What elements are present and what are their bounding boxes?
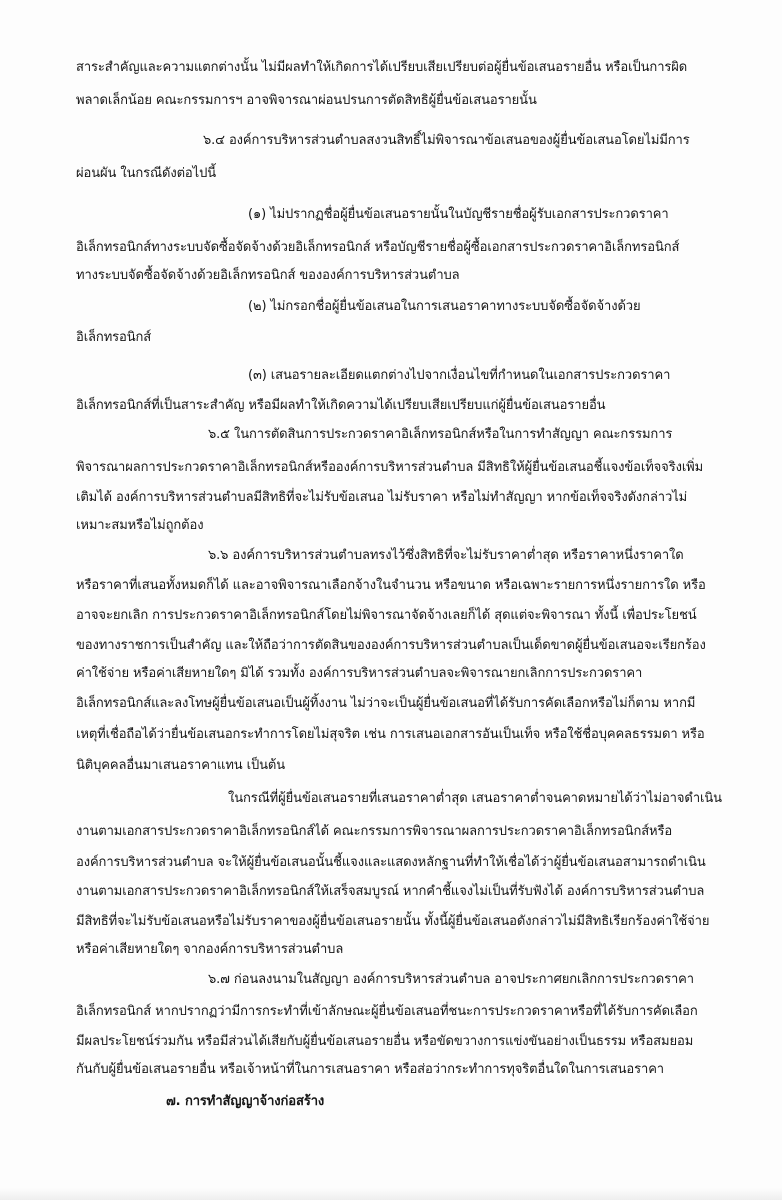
clause-6-5-line: ๖.๕ ในการตัดสินการประกวดราคาอิเล็กทรอนิกส์หรือในการทำสัญญา คณะกรรมการ xyxy=(208,427,673,442)
item-2-line: (๒) ไม่กรอกชื่อผู้ยื่นข้อเสนอในการเสนอราคาทางระบบจัดซื้อจัดจ้างด้วย xyxy=(248,299,641,314)
text-line: เหมาะสมหรือไม่ถูกต้อง xyxy=(76,518,204,533)
section-7-heading: ๗. การทำสัญญาจ้างก่อสร้าง xyxy=(166,1094,325,1109)
text-line: งานตามเอกสารประกวดราคาอิเล็กทรอนิกส์ได้ คณะกรรมการพิจารณาผลการประกวดราคาอิเล็กทรอนิกส์หรือ xyxy=(76,824,673,839)
text-line: อิเล็กทรอนิกส์ที่เป็นสาระสำคัญ หรือมีผลทำให้เกิดความได้เปรียบเสียเปรียบแก่ผู้ยื่นข้อเสนอรายอื่น xyxy=(76,398,606,413)
text-line: กันกับผู้ยื่นข้อเสนอรายอื่น หรือเจ้าหน้าที่ในการเสนอราคา หรือส่อว่ากระทำการทุจริตอื่นใดในการเสนอราคา xyxy=(76,1062,665,1077)
text-line: พลาดเล็กน้อย คณะกรรมการฯ อาจพิจารณาผ่อนปรนการตัดสิทธิผู้ยื่นข้อเสนอรายนั้น xyxy=(76,93,537,108)
text-line: อิเล็กทรอนิกส์ หากปรากฏว่ามีการกระทำที่เข้าลักษณะผู้ยื่นข้อเสนอที่ชนะการประกวดราคาหรือที่ได้รับการคัดเลือก xyxy=(76,1004,698,1019)
text-line: มีผลประโยชน์ร่วมกัน หรือมีส่วนได้เสียกับผู้ยื่นข้อเสนอรายอื่น หรือขัดขวางการแข่งขันอย่างเป็นธรรม หรือสมยอม xyxy=(76,1034,694,1049)
text-line: อิเล็กทรอนิกส์ xyxy=(76,330,152,345)
text-line: สาระสำคัญและความแตกต่างนั้น ไม่มีผลทำให้เกิดการได้เปรียบเสียเปรียบต่อผู้ยื่นข้อเสนอรายอื่น หรือเป็นการผิด xyxy=(76,60,688,75)
text-line: เติมได้ องค์การบริหารส่วนตำบลมีสิทธิที่จะไม่รับข้อเสนอ ไม่รับราคา หรือไม่ทำสัญญา หากข้อเท็จจริงดังกล่าวไม่ xyxy=(76,490,688,505)
text-line: อิเล็กทรอนิกส์และลงโทษผู้ยื่นข้อเสนอเป็นผู้ทิ้งงาน ไม่ว่าจะเป็นผู้ยื่นข้อเสนอที่ได้รับการคัดเลือกหรือไม่ก็ตาม หากมี xyxy=(76,696,696,711)
text-line: ผ่อนผัน ในกรณีดังต่อไปนี้ xyxy=(76,166,217,181)
clause-6-6-line: ๖.๖ องค์การบริหารส่วนตำบลทรงไว้ซึ่งสิทธิที่จะไม่รับราคาต่ำสุด หรือราคาหนึ่งราคาใด xyxy=(208,548,684,563)
text-line: อิเล็กทรอนิกส์ทางระบบจัดซื้อจัดจ้างด้วยอิเล็กทรอนิกส์ หรือบัญชีรายชื่อผู้ซื้อเอกสารประกวดราคาอิเล็กทรอนิกส์ xyxy=(76,240,680,255)
text-line: นิติบุคคลอื่นมาเสนอราคาแทน เป็นต้น xyxy=(76,758,286,773)
text-line: อาจจะยกเลิก การประกวดราคาอิเล็กทรอนิกส์โดยไม่พิจารณาจัดจ้างเลยก็ได้ สุดแต่จะพิจารณา ทั้งนี้ เพื่อประโยชน์ xyxy=(76,608,697,623)
text-line: หรือค่าเสียหายใดๆ จากองค์การบริหารส่วนตำบล xyxy=(76,942,344,957)
text-line: มีสิทธิที่จะไม่รับข้อเสนอหรือไม่รับราคาของผู้ยื่นข้อเสนอรายนั้น ทั้งนี้ผู้ยื่นข้อเสนอดังกล่าวไม่มีสิทธิเรียกร้องค่าใช้จ่าย xyxy=(76,914,710,929)
item-3-line: (๓) เสนอรายละเอียดแตกต่างไปจากเงื่อนไขที่กำหนดในเอกสารประกวดราคา xyxy=(248,368,671,383)
text-line: ของทางราชการเป็นสำคัญ และให้ถือว่าการตัดสินขององค์การบริหารส่วนตำบลเป็นเด็ดขาดผู้ยื่นข้อเสนอจะเรียกร้อง xyxy=(76,638,706,653)
scan-edge-shadow xyxy=(0,1188,782,1200)
text-line: เหตุที่เชื่อถือได้ว่ายื่นข้อเสนอกระทำการโดยไม่สุจริต เช่น การเสนอเอกสารอันเป็นเท็จ หรือใช้ชื่อบุคคลธรรมดา หรือ xyxy=(76,727,705,742)
text-line: งานตามเอกสารประกวดราคาอิเล็กทรอนิกส์ให้เสร็จสมบูรณ์ หากคำชี้แจงไม่เป็นที่รับฟังได้ องค์การบริหารส่วนตำบล xyxy=(76,884,705,899)
text-line: พิจารณาผลการประกวดราคาอิเล็กทรอนิกส์หรือองค์การบริหารส่วนตำบล มีสิทธิให้ผู้ยื่นข้อเสนอชี้แจงข้อเท็จจริงเพิ่ม xyxy=(76,460,704,475)
item-1-line: (๑) ไม่ปรากฏชื่อผู้ยื่นข้อเสนอรายนั้นในบัญชีรายชื่อผู้รับเอกสารประกวดราคา xyxy=(248,207,669,222)
text-line: หรือราคาที่เสนอทั้งหมดก็ได้ และอาจพิจารณาเลือกจ้างในจำนวน หรือขนาด หรือเฉพาะรายการหนึ่งรายการใด หรือ xyxy=(76,578,706,593)
clause-6-7-line: ๖.๗ ก่อนลงนามในสัญญา องค์การบริหารส่วนตำบล อาจประกาศยกเลิกการประกวดราคา xyxy=(208,972,694,987)
paragraph-start-line: ในกรณีที่ผู้ยื่นข้อเสนอรายที่เสนอราคาต่ำสุด เสนอราคาต่ำจนคาดหมายได้ว่าไม่อาจดำเนิน xyxy=(228,791,722,806)
text-line: ค่าใช้จ่าย หรือค่าเสียหายใดๆ มิได้ รวมทั้ง องค์การบริหารส่วนตำบลจะพิจารณายกเลิกการประกวดราคา xyxy=(76,666,643,681)
text-line: ทางระบบจัดซื้อจัดจ้างด้วยอิเล็กทรอนิกส์ ขององค์การบริหารส่วนตำบล xyxy=(76,268,460,283)
text-line: องค์การบริหารส่วนตำบล จะให้ผู้ยื่นข้อเสนอนั้นชี้แจงและแสดงหลักฐานที่ทำให้เชื่อได้ว่าผู้ยื่นข้อเสนอสามารถดำเนิน xyxy=(76,855,706,870)
clause-6-4-line: ๖.๔ องค์การบริหารส่วนตำบลสงวนสิทธิ์ไม่พิจารณาข้อเสนอของผู้ยื่นข้อเสนอโดยไม่มีการ xyxy=(203,133,690,148)
